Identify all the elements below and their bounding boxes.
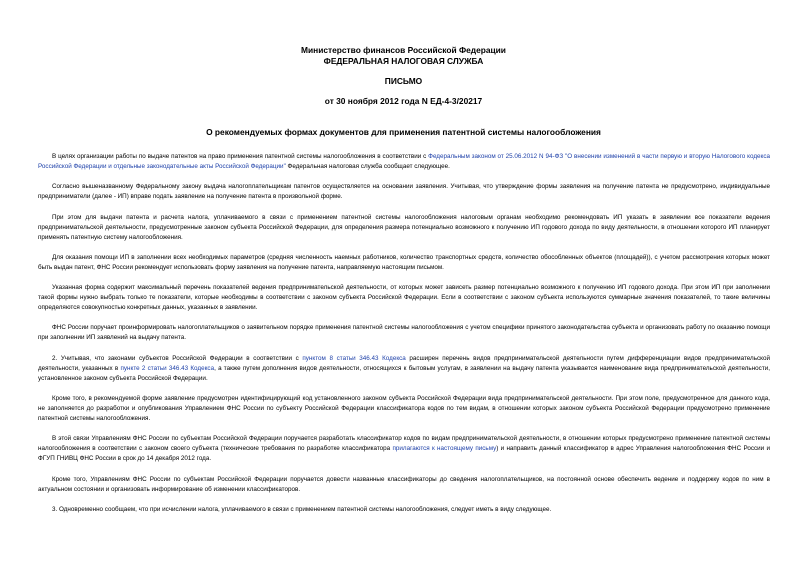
paragraph	[38, 354, 770, 384]
paragraph: 3. Одновременно сообщаем, что при исчислении налога, уплачиваемого в связи с применением патентной системы налогообложения, следует иметь в виду следующее.	[52, 505, 552, 513]
paragraph-text: расширен перечень видов предпринимательской деятельности путем дифференциации видов предпринимательской деятельности, указанных в	[38, 354, 771, 372]
paragraph: Указанная форма содержит максимальный перечень показателей ведения предпринимательской деятельности, от которых может зависеть размер потенциально возможного к получению ИП годового дохода. При этом ИП при заполнении такой формы нужно выбрать только те показатели, которые необходимы в соответствии с законом субъекта Российской Федерации. Если в соответствии с законом субъекта используются суммарные значения показателей, то такие величины определяются совокупностью конкретных данных, указанных в заявлении.	[38, 284, 770, 312]
paragraph: Кроме того, Управлениям ФНС России по субъектам Российской Федерации поручается довести названные классификаторы до сведения налогоплательщиков, на постоянной основе обеспечить ведение и поддержку кодов по ним в актуальном состоянии и организовать информирование об изменении классификаторов.	[38, 475, 770, 493]
paragraph-text: 2. Учитывая, что законами субъектов Российской Федерации в соответствии с	[52, 354, 303, 362]
paragraph-text: В этой связи Управлениям ФНС России по субъектам Российской Федерации поручается разработать классификатор кодов по видам предпринимательской деятельности, в отношении которых предусмотрено применение патентной системы налогообложения в соответствии с законом своего субъекта (технические требования по разработке классификатора	[38, 435, 770, 453]
service-heading: ФЕДЕРАЛЬНАЯ НАЛОГОВАЯ СЛУЖБА	[323, 56, 484, 66]
paragraph: Согласно вышеназванному Федеральному закону выдача налогоплательщикам патентов осуществляется на основании заявления. Учитывая, что утверждение формы заявления на получение патента не предусмотрено, индивидуальные предприниматели (далее - ИП) вправе подать заявление на получение патента в произвольной форме.	[38, 183, 770, 201]
paragraph-text: В целях организации работы по выдаче патентов на право применения патентной системы налогообложения в соответствии с	[52, 153, 429, 160]
ministry-heading: Министерство финансов Российской Федерации	[301, 45, 506, 55]
document-body	[38, 152, 770, 525]
paragraph-text: Федеральная налоговая служба сообщает следующее.	[285, 163, 450, 170]
date-number-heading: от 30 ноября 2012 года N ЕД-4-3/20217	[324, 96, 483, 106]
document-title: О рекомендуемых формах документов для применения патентной системы налогообложения	[206, 127, 601, 137]
paragraph: Для оказания помощи ИП в заполнении всех необходимых параметров (средняя численность наемных работников, количество транспортных средств, количество обособленных объектов (площадей)), с учетом рассмотрения которых может быть выдан патент, ФНС России рекомендует использовать форму заявления на получение патента, направляемую настоящим письмом.	[38, 253, 770, 271]
attachment-link[interactable]: прилагаются к настоящему письму	[392, 445, 497, 453]
paragraph-text: , а также путем дополнения видов деятельности, относящихся к бытовым услугам, в заявлении на выдачу патента указывается наименование вида предпринимательской деятельности, установленное законом субъекта Российской Федерации.	[38, 364, 770, 382]
paragraph: При этом для выдачи патента и расчета налога, уплачиваемого в связи с применением патентной системы налогообложения налоговым органам необходимо рекомендовать ИП указать в заявлении все показатели ведения предпринимательской деятельности, предусмотренные законом субъекта Российской Федерации, для определения размера потенциально возможного к получению ИП годового дохода по виду деятельности, в отношении которого ИП планирует применять патентную систему налогообложения.	[38, 213, 770, 241]
paragraph	[38, 152, 770, 172]
document-type-heading: ПИСЬМО	[384, 76, 423, 86]
article-346-43-p2-link[interactable]: пункте 2 статьи 346.43 Кодекса	[120, 364, 215, 372]
article-346-43-p8-link[interactable]: пунктом 8 статьи 346.43 Кодекса	[302, 354, 406, 362]
paragraph: Кроме того, в рекомендуемой форме заявление предусмотрен идентифицирующий код установленного законом субъекта Российской Федерации вида предпринимательской деятельности. При этом поле, предусмотренное для данного кода, не заполняется до разработки и опубликования Управлением ФНС России по субъекту Российской Федерации классификатора кодов по тем видам, в отношении которых законом субъекта Российской Федерации предусмотрено применение патентной системы налогообложения.	[38, 395, 770, 423]
paragraph-text: ) и направить данный классификатор в адрес Управления налогообложения ФНС России и ФГУП ГНИВЦ ФНС России в срок до 14 декабря 2012 года.	[38, 445, 771, 463]
federal-law-link[interactable]: Федеральным законом от 25.06.2012 N 94-ФЗ "О внесении изменений в части первую и вторую Налогового кодекса Российской Федерации и отдельные законодательные акты Российской Федерации"	[38, 153, 770, 170]
paragraph: ФНС России поручает проинформировать налогоплательщиков о заявительном порядке применения патентной системы налогообложения с учетом специфики принятого законодательства субъекта и организовать работу по оказанию помощи при заполнении ИП заявлений на выдачу патента.	[38, 324, 770, 342]
paragraph	[38, 434, 770, 464]
